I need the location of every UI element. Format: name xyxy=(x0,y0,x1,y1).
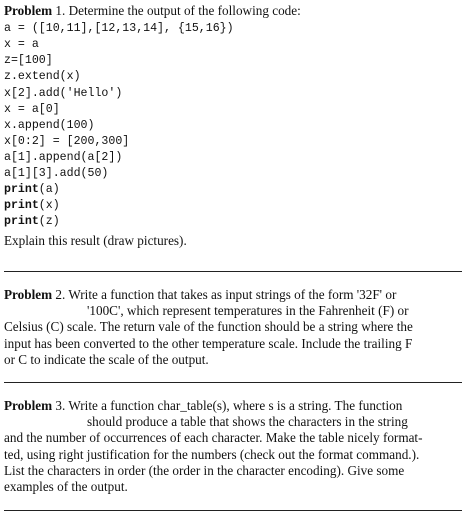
code-line: a = ([10,11],[12,13,14], {15,16}) xyxy=(4,22,234,36)
problem-1-number: 1. xyxy=(55,3,66,18)
problem-3 xyxy=(4,398,462,495)
code-line: x = a[0] xyxy=(4,102,60,116)
problem-1 xyxy=(4,3,462,250)
problem-1-prompt: Determine the output of the following code: xyxy=(68,3,301,18)
problem-2 xyxy=(4,287,462,368)
code-line: x[0:2] = [200,300] xyxy=(4,134,130,148)
print-keyword: print xyxy=(4,199,39,213)
print-arg: (z) xyxy=(38,215,60,229)
code-line: z=[100] xyxy=(4,54,53,68)
print-keyword: print xyxy=(4,183,39,197)
divider-rule xyxy=(4,382,462,383)
print-line xyxy=(4,182,462,198)
problem-1-header xyxy=(4,3,462,19)
problem-2-line: Celsius (C) scale. The return vale of the function should be a string where the xyxy=(4,319,413,335)
print-keyword: print xyxy=(4,215,39,229)
problem-3-line: and the number of occurrences of each character. Make the table nicely format- xyxy=(4,430,423,446)
code-line: x[2].add('Hello') xyxy=(4,86,123,100)
problem-2-line: or C to indicate the scale of the output. xyxy=(4,351,209,367)
divider-rule xyxy=(4,510,462,511)
problem-3-line: should produce a table that shows the characters in the string xyxy=(87,414,408,430)
code-line: x = a xyxy=(4,38,39,52)
divider-rule xyxy=(4,271,462,272)
problem-3-line: List the characters in order (the order in the character encoding). Give some xyxy=(4,462,405,478)
problem-3-line: ted, using right justification for the numbers (check out the format command.). xyxy=(4,446,420,462)
code-line: a[1].append(a[2]) xyxy=(4,150,123,164)
problem-3-text: Write a function char_table(s), where s is a string. The function xyxy=(68,398,403,413)
problem-3-line xyxy=(4,398,462,414)
problem-2-line: input has been converted to the other temperature scale. Include the trailing F xyxy=(4,335,413,351)
problem-3-line: examples of the output. xyxy=(4,479,128,495)
problem-3-number: 3. xyxy=(55,398,66,413)
code-line: a[1][3].add(50) xyxy=(4,167,109,181)
problem-2-label: Problem xyxy=(4,287,53,302)
problem-1-followup: Explain this result (draw pictures). xyxy=(4,233,187,249)
problem-1-code-block xyxy=(4,21,462,230)
problem-2-line xyxy=(4,287,462,303)
problem-2-text: Write a function that takes as input strings of the form '32F' or xyxy=(68,287,397,302)
problem-2-line: '100C', which represent temperatures in the Fahrenheit (F) or xyxy=(87,303,409,319)
code-line: x.append(100) xyxy=(4,118,95,132)
print-line xyxy=(4,198,462,214)
print-arg: (a) xyxy=(38,183,60,197)
print-arg: (x) xyxy=(38,199,60,213)
print-line xyxy=(4,214,462,230)
problem-2-number: 2. xyxy=(55,287,66,302)
problem-3-label: Problem xyxy=(4,398,53,413)
code-line: z.extend(x) xyxy=(4,70,81,84)
problem-1-label: Problem xyxy=(4,3,53,18)
